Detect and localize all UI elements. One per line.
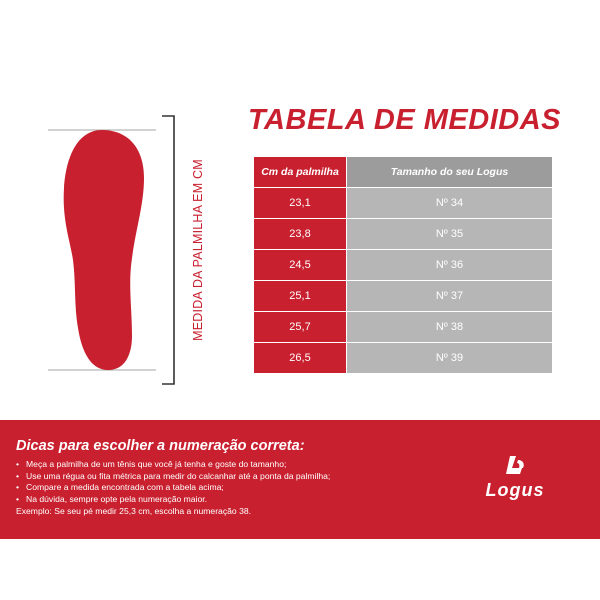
insole-measure-label: MEDIDA DA PALMILHA EM CM bbox=[191, 159, 205, 341]
table-header-row bbox=[254, 157, 553, 188]
table-row bbox=[254, 250, 553, 281]
table-row bbox=[254, 219, 553, 250]
insole-shape bbox=[64, 130, 144, 370]
tips-list bbox=[16, 459, 330, 505]
cm-cell: 24,5 bbox=[254, 250, 347, 281]
cm-cell: 25,7 bbox=[254, 312, 347, 343]
tips-example: Exemplo: Se seu pé medir 25,3 cm, escolha a numeração 38. bbox=[16, 506, 252, 516]
size-cell: Nº 38 bbox=[347, 312, 553, 343]
tips-title: Dicas para escolher a numeração correta: bbox=[16, 438, 305, 454]
cm-cell: 26,5 bbox=[254, 343, 347, 374]
tips-banner bbox=[0, 420, 600, 539]
size-cell: Nº 34 bbox=[347, 188, 553, 219]
size-cell: Nº 36 bbox=[347, 250, 553, 281]
measure-bracket bbox=[162, 116, 174, 384]
tip-item: • Compare a medida encontrada com a tabela acima; bbox=[16, 482, 330, 494]
tip-item: • Use uma régua ou fita métrica para medir do calcanhar até a ponta da palmilha; bbox=[16, 471, 330, 483]
tip-item: • Meça a palmilha de um tênis que você já tenha e goste do tamanho; bbox=[16, 459, 330, 471]
logo-wordmark: Logus bbox=[485, 480, 545, 500]
table-row bbox=[254, 343, 553, 374]
size-cell: Nº 37 bbox=[347, 281, 553, 312]
cm-cell: 23,1 bbox=[254, 188, 347, 219]
insole-illustration bbox=[40, 108, 200, 388]
table-row bbox=[254, 188, 553, 219]
size-cell: Nº 35 bbox=[347, 219, 553, 250]
page-title: TABELA DE MEDIDAS bbox=[248, 104, 561, 136]
size-table bbox=[253, 156, 553, 374]
logus-logo bbox=[468, 452, 562, 502]
column-header-cm: Cm da palmilha bbox=[254, 157, 347, 188]
table-row bbox=[254, 312, 553, 343]
cm-cell: 23,8 bbox=[254, 219, 347, 250]
column-header-size: Tamanho do seu Logus bbox=[347, 157, 553, 188]
logus-mark-icon bbox=[504, 454, 526, 480]
table-row bbox=[254, 281, 553, 312]
insole-icon bbox=[40, 108, 200, 388]
size-cell: Nº 39 bbox=[347, 343, 553, 374]
tip-item: • Na dúvida, sempre opte pela numeração maior. bbox=[16, 494, 330, 506]
cm-cell: 25,1 bbox=[254, 281, 347, 312]
